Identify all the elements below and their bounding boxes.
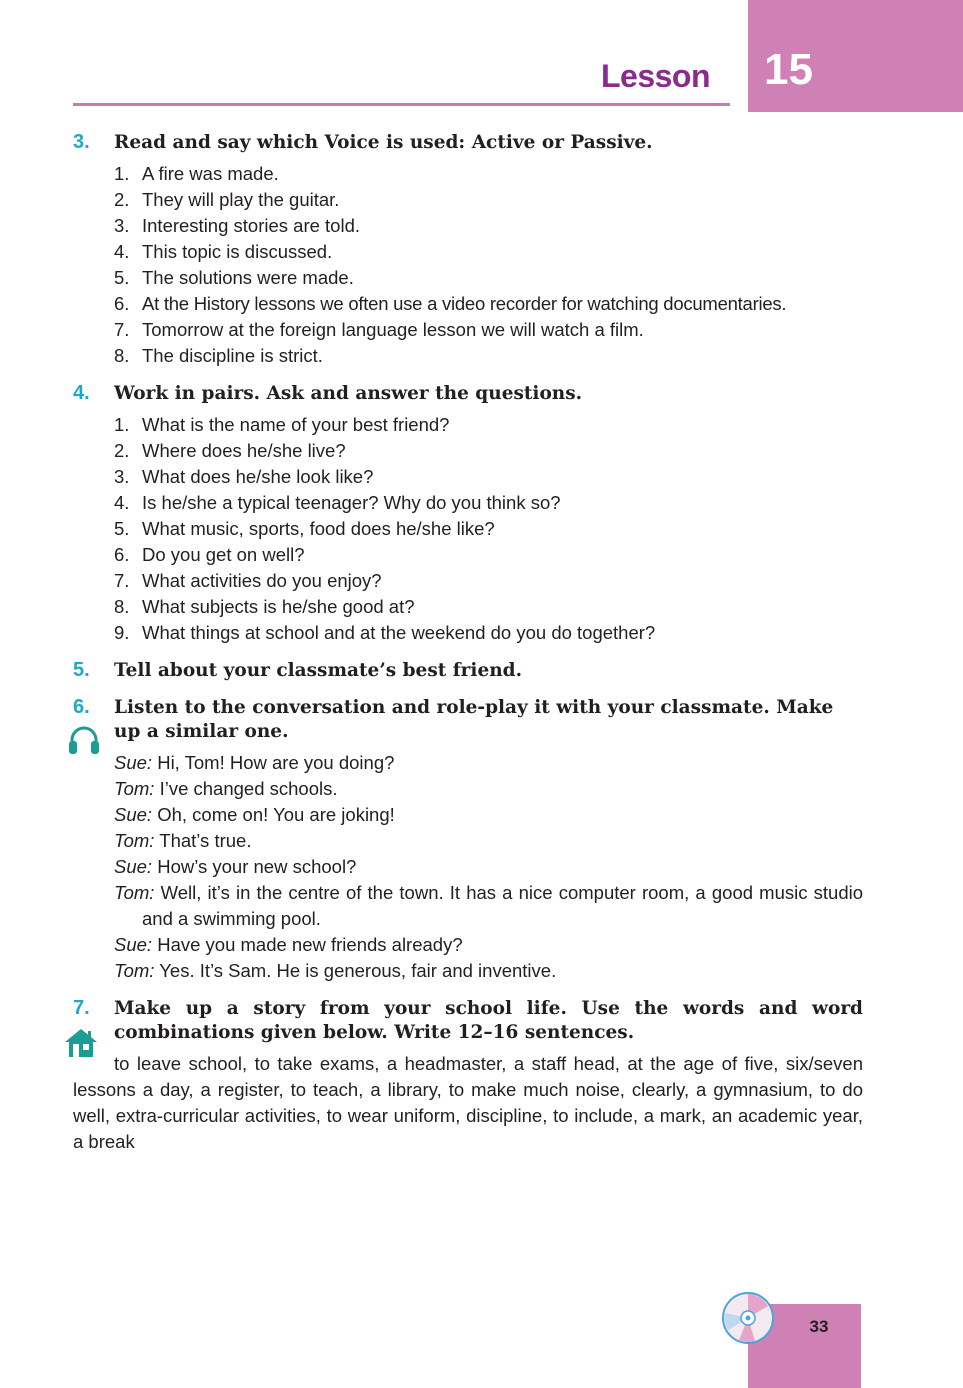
list-item: 7. What activities do you enjoy?	[114, 570, 382, 591]
exercise-number: 6.	[73, 696, 90, 718]
list-item: 1. What is the name of your best friend?	[114, 414, 450, 435]
list-item: 4. This topic is discussed.	[114, 241, 333, 262]
list-item: 6. At the History lessons we often use a video recorder for watching documentaries.	[114, 293, 787, 314]
headphones-icon	[67, 724, 101, 758]
exercise-title: Read and say which Voice is used: Active or Passive.	[114, 132, 653, 153]
word-list-paragraph: to leave school, to take exams, a headmaster, a staff head, at the age of five, six/seven lessons a day, a register, to teach, a library, to make much noise, clearly, a gymnasium, to do well, extra-curricular activities, to wear uniform, discipline, to include, a mark, an academic year, a break	[73, 1053, 863, 1152]
list-item: 6. Do you get on well?	[114, 544, 305, 565]
dialogue-line: Sue: Have you made new friends already?	[114, 934, 463, 955]
list-item: 2. They will play the guitar.	[114, 189, 340, 210]
list-item: 4. Is he/she a typical teenager? Why do you think so?	[114, 492, 561, 513]
exercise-title: Make up a story from your school life. Use the words and word combinations given below. Write 12–16 sentences.	[114, 998, 863, 1043]
list-item: 5. The solutions were made.	[114, 267, 354, 288]
disc-icon	[721, 1291, 775, 1345]
exercise-7	[73, 997, 863, 1155]
lesson-number-box	[748, 0, 963, 112]
dialogue-line: Tom: Well, it’s in the centre of the town. It has a nice computer room, a good music studio and a swimming pool.	[114, 882, 864, 929]
exercise-number: 7.	[73, 997, 90, 1019]
exercise-6	[73, 696, 863, 984]
exercise-title: Listen to the conversation and role-play it with your classmate. Make up a similar one.	[114, 697, 834, 742]
dialogue-line: Tom: That’s true.	[114, 830, 252, 851]
list-item: 3. What does he/she look like?	[114, 466, 374, 487]
list-item: 1. A fire was made.	[114, 163, 279, 184]
dialogue	[114, 750, 863, 984]
page-number: 33	[809, 1317, 829, 1336]
exercise-5	[73, 659, 863, 683]
lesson-number: 15	[764, 45, 813, 94]
exercise-list	[114, 161, 863, 369]
exercise-number: 3.	[73, 131, 90, 153]
list-item: 3. Interesting stories are told.	[114, 215, 360, 236]
exercise-4	[73, 382, 863, 646]
dialogue-line: Sue: Oh, come on! You are joking!	[114, 804, 395, 825]
header-divider	[73, 103, 730, 106]
exercise-list	[114, 412, 863, 646]
list-item: 8. The discipline is strict.	[114, 345, 323, 366]
list-item: 9. What things at school and at the weekend do you do together?	[114, 622, 656, 643]
exercise-title: Work in pairs. Ask and answer the questions.	[114, 383, 583, 404]
lesson-label: Lesson	[600, 58, 710, 94]
exercise-3	[73, 131, 863, 369]
dialogue-line: Tom: Yes. It’s Sam. He is generous, fair and inventive.	[114, 960, 557, 981]
list-item: 5. What music, sports, food does he/she like?	[114, 518, 495, 539]
exercise-title: Tell about your classmate’s best friend.	[114, 660, 523, 681]
dialogue-line: Sue: How’s your new school?	[114, 856, 357, 877]
exercise-number: 5.	[73, 659, 90, 681]
list-item: 7. Tomorrow at the foreign language lesson we will watch a film.	[114, 319, 644, 340]
dialogue-line: Tom: I’ve changed schools.	[114, 778, 338, 799]
home-icon	[64, 1027, 98, 1059]
list-item: 8. What subjects is he/she good at?	[114, 596, 415, 617]
dialogue-line: Sue: Hi, Tom! How are you doing?	[114, 752, 395, 773]
list-item: 2. Where does he/she live?	[114, 440, 346, 461]
exercise-number: 4.	[73, 382, 90, 404]
